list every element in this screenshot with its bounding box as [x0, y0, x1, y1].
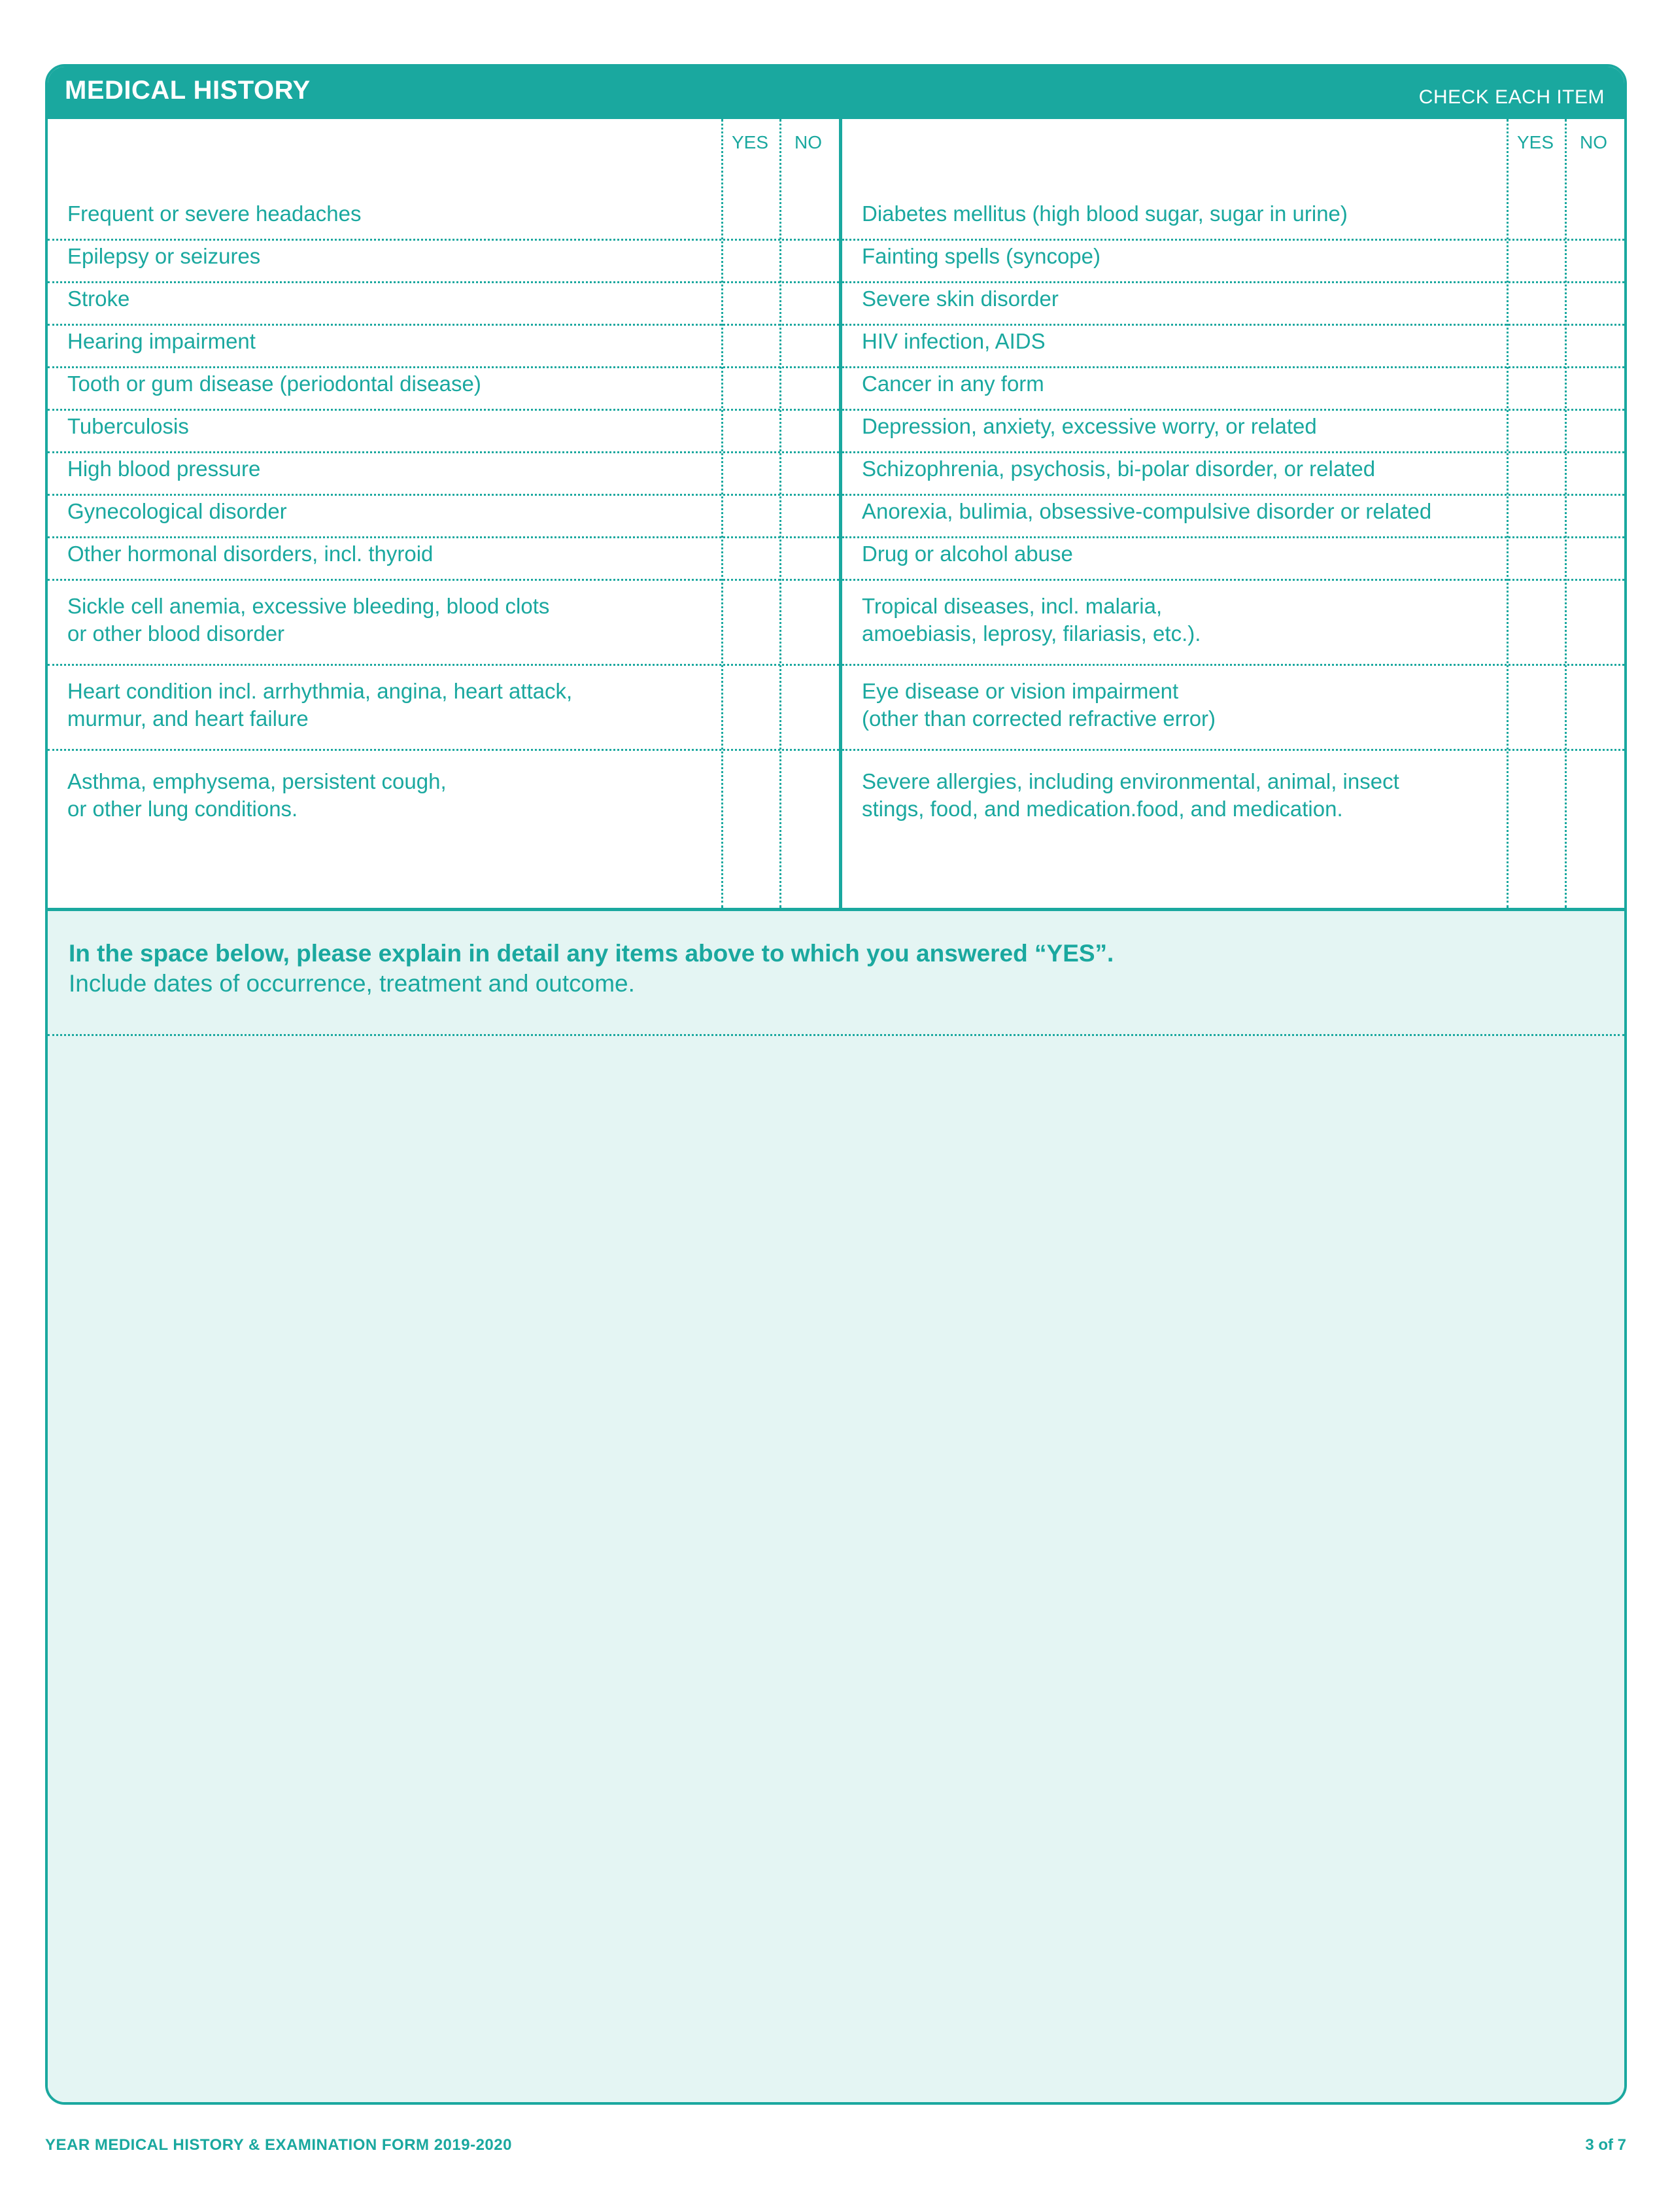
yes-column-label: YES [1516, 132, 1554, 152]
no-checkbox[interactable] [781, 283, 838, 324]
explanation-section [48, 908, 1624, 2102]
condition-label: Anorexia, bulimia, obsessive-compulsive disorder or related [862, 499, 1432, 523]
condition-label: Tropical diseases, incl. malaria, amoebiasis, leprosy, filariasis, etc.). [862, 594, 1201, 646]
checklist-row [48, 538, 839, 581]
checklist-row [842, 581, 1624, 666]
yes-checkbox[interactable] [1508, 326, 1565, 366]
explanation-instruction: In the space below, please explain in detail any items above to which you answered “YES”. [69, 940, 1114, 967]
checklist-row [48, 326, 839, 368]
checklist-row [842, 538, 1624, 581]
checklist-row [48, 411, 839, 453]
yes-checkbox[interactable] [1508, 241, 1565, 281]
condition-label: Depression, anxiety, excessive worry, or related [862, 414, 1317, 438]
no-checkbox[interactable] [1566, 538, 1624, 579]
no-checkbox[interactable] [781, 581, 838, 664]
yes-checkbox[interactable] [1508, 751, 1565, 852]
left-item-list [48, 198, 839, 852]
condition-label: Severe allergies, including environmental, animal, insect stings, food, and medication.food, and medication. [862, 769, 1399, 821]
condition-label: Heart condition incl. arrhythmia, angina, heart attack, murmur, and heart failure [67, 679, 573, 731]
checklist-row [842, 283, 1624, 326]
yes-checkbox[interactable] [1508, 496, 1565, 536]
condition-label: Stroke [67, 286, 130, 311]
checklist-row [48, 283, 839, 326]
no-checkbox[interactable] [1566, 241, 1624, 281]
no-checkbox[interactable] [781, 751, 838, 852]
checklist-row [48, 368, 839, 411]
yes-checkbox[interactable] [723, 198, 780, 239]
yes-checkbox[interactable] [723, 326, 780, 366]
footer-form-title: YEAR MEDICAL HISTORY & EXAMINATION FORM 2019-2020 [45, 2136, 512, 2154]
no-checkbox[interactable] [781, 496, 838, 536]
condition-label: Cancer in any form [862, 372, 1044, 396]
checklist-row [842, 751, 1624, 852]
no-checkbox[interactable] [1566, 751, 1624, 852]
yes-checkbox[interactable] [723, 453, 780, 494]
checklist-row [842, 368, 1624, 411]
checklist-row [48, 751, 839, 852]
yes-checkbox[interactable] [723, 666, 780, 749]
yes-checkbox[interactable] [1508, 283, 1565, 324]
no-column-label: NO [1580, 132, 1607, 152]
yes-checkbox[interactable] [1508, 581, 1565, 664]
condition-label: Severe skin disorder [862, 286, 1059, 311]
explanation-text-area[interactable] [48, 1036, 1624, 2102]
section-header [48, 67, 1624, 119]
checklist-row [48, 453, 839, 496]
no-checkbox[interactable] [1566, 368, 1624, 409]
page-number: 3 of 7 [1585, 2136, 1626, 2154]
checklist-row [48, 496, 839, 538]
yes-checkbox[interactable] [723, 411, 780, 451]
checklist-row [842, 666, 1624, 751]
no-checkbox[interactable] [1566, 283, 1624, 324]
no-checkbox[interactable] [781, 453, 838, 494]
checklist-row [842, 453, 1624, 496]
no-checkbox[interactable] [781, 666, 838, 749]
condition-label: Diabetes mellitus (high blood sugar, sugar in urine) [862, 201, 1348, 226]
checklist-row [842, 241, 1624, 283]
yes-checkbox[interactable] [723, 538, 780, 579]
checklist-row [842, 326, 1624, 368]
yes-column-label: YES [731, 132, 769, 152]
medical-history-section [45, 64, 1627, 2105]
section-instruction: CHECK EACH ITEM [1418, 86, 1605, 108]
yes-checkbox[interactable] [1508, 453, 1565, 494]
yes-checkbox[interactable] [723, 283, 780, 324]
condition-label: Tooth or gum disease (periodontal disease) [67, 372, 481, 396]
condition-label: Drug or alcohol abuse [862, 542, 1073, 566]
condition-label: Frequent or severe headaches [67, 201, 362, 226]
condition-label: Hearing impairment [67, 329, 256, 353]
no-checkbox[interactable] [1566, 198, 1624, 239]
no-checkbox[interactable] [1566, 496, 1624, 536]
yes-checkbox[interactable] [723, 368, 780, 409]
yes-checkbox[interactable] [723, 581, 780, 664]
yes-checkbox[interactable] [723, 241, 780, 281]
no-checkbox[interactable] [1566, 453, 1624, 494]
no-checkbox[interactable] [1566, 666, 1624, 749]
no-column-label: NO [794, 132, 822, 152]
no-checkbox[interactable] [781, 538, 838, 579]
checklist-row [48, 198, 839, 241]
no-checkbox[interactable] [781, 326, 838, 366]
checklist-row [48, 241, 839, 283]
condition-label: High blood pressure [67, 457, 261, 481]
condition-label: Tuberculosis [67, 414, 189, 438]
no-checkbox[interactable] [781, 368, 838, 409]
condition-label: Epilepsy or seizures [67, 244, 261, 268]
checklist-row [48, 581, 839, 666]
yes-checkbox[interactable] [1508, 666, 1565, 749]
condition-label: Asthma, emphysema, persistent cough, or other lung conditions. [67, 769, 447, 821]
condition-label: Gynecological disorder [67, 499, 287, 523]
yes-checkbox[interactable] [723, 496, 780, 536]
yes-checkbox[interactable] [723, 751, 780, 852]
condition-label: Other hormonal disorders, incl. thyroid [67, 542, 434, 566]
no-checkbox[interactable] [781, 241, 838, 281]
condition-label: HIV infection, AIDS [862, 329, 1046, 353]
yes-checkbox[interactable] [1508, 538, 1565, 579]
explanation-note: Include dates of occurrence, treatment and outcome. [69, 970, 635, 997]
no-checkbox[interactable] [1566, 326, 1624, 366]
yes-checkbox[interactable] [1508, 198, 1565, 239]
right-item-list [842, 198, 1624, 852]
condition-label: Eye disease or vision impairment (other than corrected refractive error) [862, 679, 1216, 731]
left-column-header [48, 119, 839, 198]
condition-label: Sickle cell anemia, excessive bleeding, blood clots or other blood disorder [67, 594, 550, 646]
section-title: MEDICAL HISTORY [65, 76, 311, 105]
right-column [842, 119, 1624, 908]
condition-label: Fainting spells (syncope) [862, 244, 1100, 268]
no-checkbox[interactable] [1566, 411, 1624, 451]
checklist-row [842, 496, 1624, 538]
checklist-row [842, 198, 1624, 241]
checklist-row [842, 411, 1624, 453]
left-column [48, 119, 842, 908]
no-checkbox[interactable] [1566, 581, 1624, 664]
yes-checkbox[interactable] [1508, 368, 1565, 409]
condition-label: Schizophrenia, psychosis, bi-polar disorder, or related [862, 457, 1376, 481]
yes-checkbox[interactable] [1508, 411, 1565, 451]
checklist-row [48, 666, 839, 751]
no-checkbox[interactable] [781, 198, 838, 239]
no-checkbox[interactable] [781, 411, 838, 451]
